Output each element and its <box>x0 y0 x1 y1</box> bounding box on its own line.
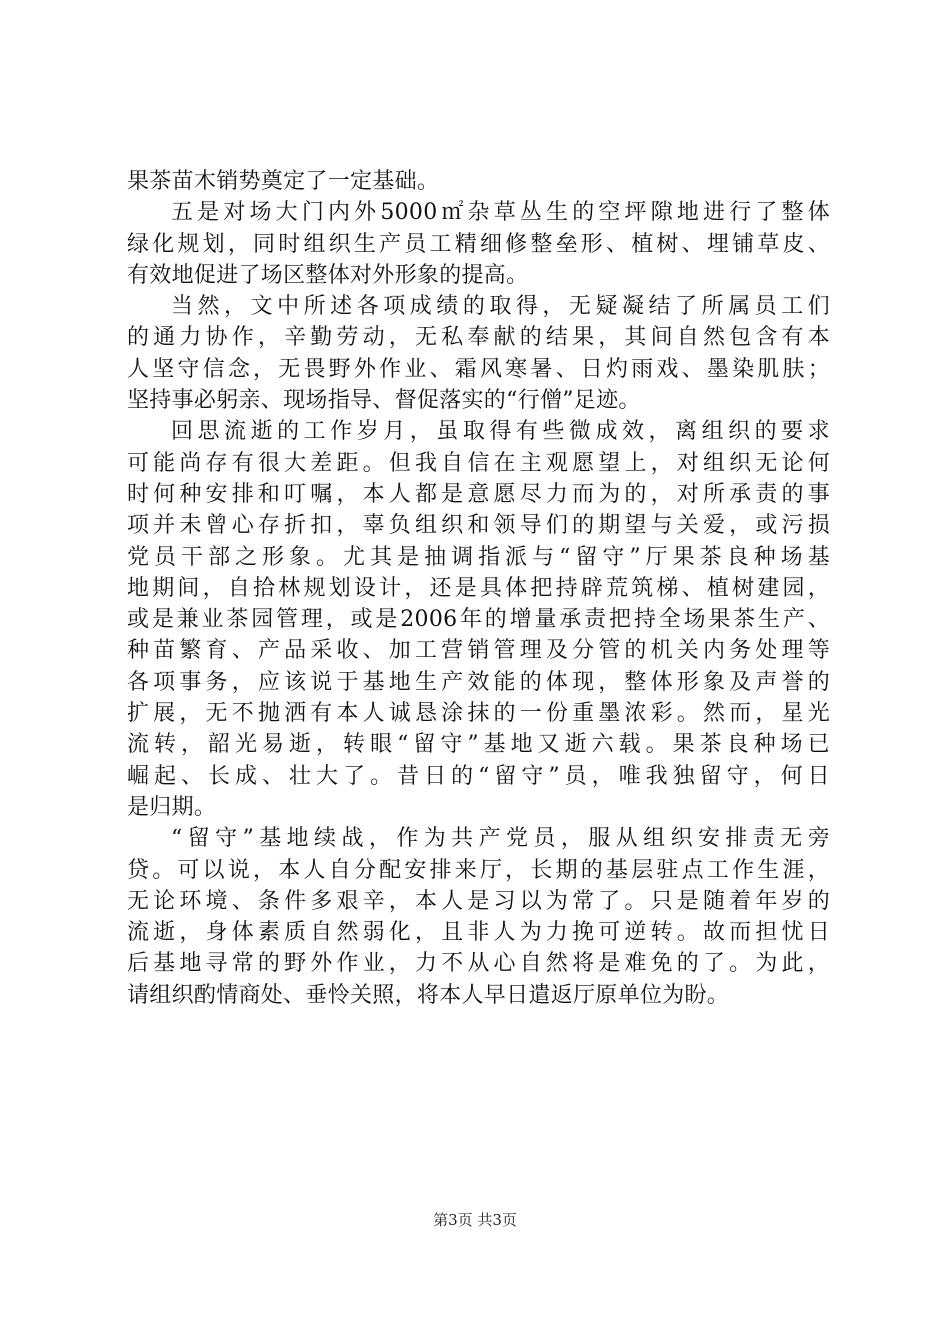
text-line: 项并未曾心存折扣，辜负组织和领导们的期望与关爱，或污损 <box>127 513 830 539</box>
page-footer: 第3页 共3页 <box>433 1211 517 1229</box>
document-body <box>127 166 830 1011</box>
text-line: 人坚守信念，无畏野外作业、霜风寒暑、日灼雨戏、墨染肌肤； <box>127 356 830 382</box>
text-line: 请组织酌情商处、垂怜关照，将本人早日遣返厅原单位为盼。 <box>127 982 730 1008</box>
text-line: 果茶苗木销势奠定了一定基础。 <box>127 169 440 194</box>
text-line: 可能尚存有很大差距。但我自信在主观愿望上，对组织无论何 <box>127 450 830 476</box>
text-line: 的通力协作，辛勤劳动，无私奉献的结果，其间自然包含有本 <box>127 325 830 351</box>
text-line: 绿化规划，同时组织生产员工精细修整垒形、植树、埋铺草皮、 <box>127 231 830 257</box>
text-line: 或是兼业茶园管理，或是2006年的增量承责把持全场果茶生产、 <box>127 607 830 633</box>
text-line: 是归期。 <box>127 794 217 820</box>
text-line: 流转，韶光易逝，转眼“留守”基地又逝六载。果茶良种场已 <box>127 732 830 758</box>
text-line: 贷。可以说，本人自分配安排来厅，长期的基层驻点工作生涯， <box>127 857 830 883</box>
text-line: 时何种安排和叮嘱，本人都是意愿尽力而为的，对所承责的事 <box>127 481 830 507</box>
text-line: 五是对场大门内外5000㎡杂草丛生的空坪隙地进行了整体 <box>171 200 830 226</box>
text-line: 种苗繁育、产品采收、加工营销管理及分管的机关内务处理等 <box>127 638 830 664</box>
text-line: 崛起、长成、壮大了。昔日的“留守”员，唯我独留守，何日 <box>127 763 830 789</box>
text-line: 流逝，身体素质自然弱化，且非人为力挽可逆转。故而担忧日 <box>127 920 830 946</box>
text-line: “留守”基地续战，作为共产党员，服从组织安排责无旁 <box>171 826 830 852</box>
text-line: 党员干部之形象。尤其是抽调指派与“留守”厅果茶良种场基 <box>127 544 830 570</box>
text-line: 扩展，无不抛洒有本人诚恳涂抹的一份重墨浓彩。然而，星光 <box>127 701 830 727</box>
text-line: 有效地促进了场区整体对外形象的提高。 <box>127 262 529 288</box>
text-line: 各项事务，应该说于基地生产效能的体现，整体形象及声誉的 <box>127 669 830 695</box>
text-line: 地期间，自拾林规划设计，还是具体把持辟荒筑梯、植树建园， <box>127 575 830 601</box>
text-line: 坚持事必躬亲、现场指导、督促落实的“行僧”足迹。 <box>127 388 641 414</box>
text-line: 无论环境、条件多艰辛，本人是习以为常了。只是随着年岁的 <box>127 888 830 914</box>
text-line: 当然，文中所述各项成绩的取得，无疑凝结了所属员工们 <box>171 294 830 320</box>
text-line: 回思流逝的工作岁月，虽取得有些微成效，离组织的要求 <box>171 419 830 445</box>
text-line: 后基地寻常的野外作业，力不从心自然将是难免的了。为此， <box>127 951 830 977</box>
